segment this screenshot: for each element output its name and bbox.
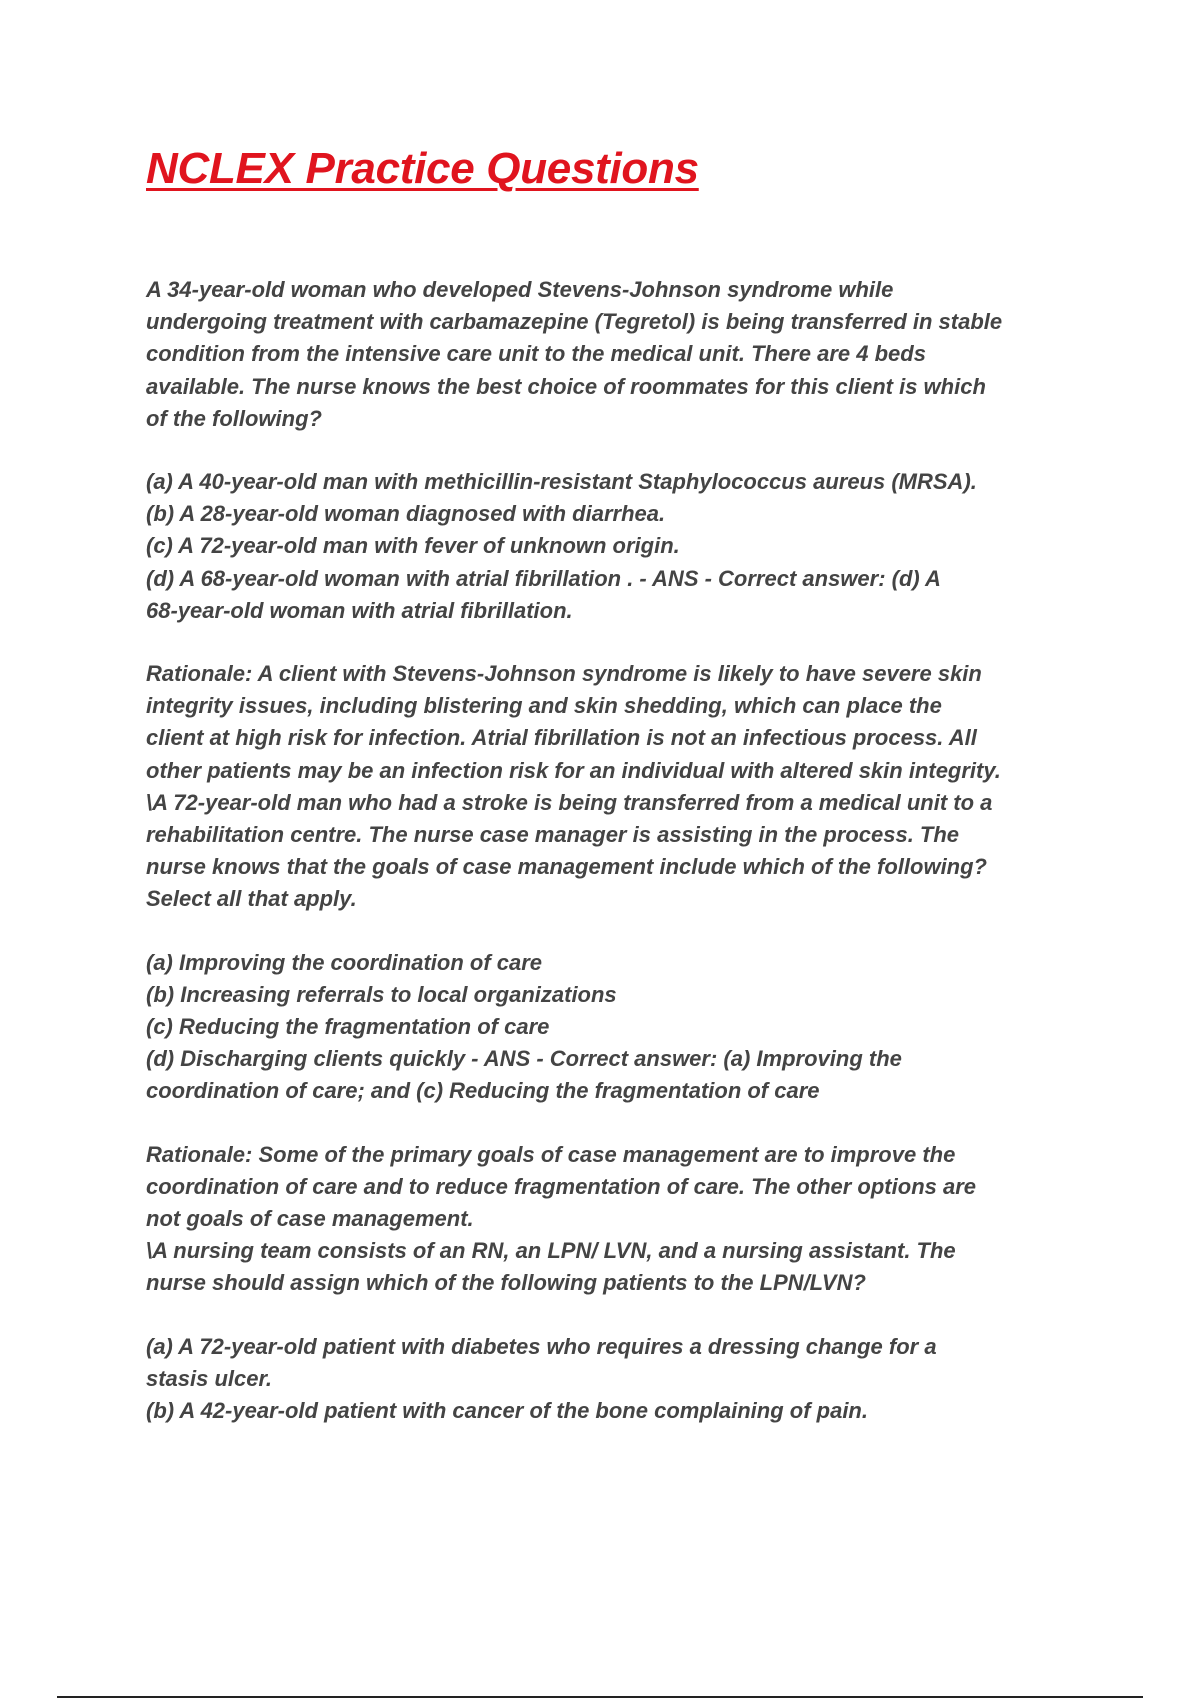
text-line: coordination of care and to reduce fragmentation of care. The other options are	[146, 1173, 977, 1199]
text-line: (b) A 42-year-old patient with cancer of the bone complaining of pain.	[146, 1398, 868, 1424]
text-line: client at high risk for infection. Atrial fibrillation is not an infectious process. All	[146, 725, 977, 751]
text-line: (c) A 72-year-old man with fever of unknown origin.	[146, 533, 680, 559]
text-line: condition from the intensive care unit to the medical unit. There are 4 beds	[146, 341, 926, 367]
text-line: coordination of care; and (c) Reducing the fragmentation of care	[146, 1078, 820, 1104]
text-line: Rationale: Some of the primary goals of case management are to improve the	[146, 1141, 956, 1167]
text-line: stasis ulcer.	[146, 1365, 272, 1391]
text-line: nurse knows that the goals of case management include which of the following?	[146, 854, 987, 880]
document-body	[146, 274, 1156, 1458]
text-line: nurse should assign which of the following patients to the LPN/LVN?	[146, 1270, 866, 1296]
text-line: available. The nurse knows the best choice of roommates for this client is which	[146, 373, 986, 399]
text-line: (a) A 72-year-old patient with diabetes who requires a dressing change for a	[146, 1333, 937, 1359]
text-line: (b) A 28-year-old woman diagnosed with diarrhea.	[146, 501, 666, 527]
text-line: rehabilitation centre. The nurse case manager is assisting in the process. The	[146, 822, 960, 848]
text-line: Select all that apply.	[146, 886, 357, 912]
text-line: not goals of case management.	[146, 1206, 474, 1232]
text-line: (c) Reducing the fragmentation of care	[146, 1014, 550, 1040]
options-2	[146, 947, 1156, 1108]
options-1	[146, 466, 1156, 627]
text-line: other patients may be an infection risk for an individual with altered skin integrity.	[146, 757, 1001, 783]
text-line: (d) Discharging clients quickly - ANS - Correct answer: (a) Improving the	[146, 1046, 902, 1072]
text-line: undergoing treatment with carbamazepine (Tegretol) is being transferred in stable	[146, 309, 1003, 335]
text-line: \A nursing team consists of an RN, an LPN/ LVN, and a nursing assistant. The	[146, 1238, 956, 1264]
text-line: (d) A 68-year-old woman with atrial fibrillation . - ANS - Correct answer: (d) A	[146, 565, 941, 591]
text-line: A 34-year-old woman who developed Stevens-Johnson syndrome while	[146, 277, 894, 302]
page-title: NCLEX Practice Questions	[146, 144, 699, 193]
question-1	[146, 274, 1156, 435]
options-3	[146, 1331, 1156, 1428]
rationale-1	[146, 658, 1156, 916]
text-line: \A 72-year-old man who had a stroke is being transferred from a medical unit to a	[146, 789, 993, 815]
text-line: (b) Increasing referrals to local organizations	[146, 981, 617, 1007]
footer-rule	[57, 1696, 1143, 1698]
text-line: (a) Improving the coordination of care	[146, 949, 543, 975]
text-line: of the following?	[146, 405, 322, 431]
text-line: Rationale: A client with Stevens-Johnson syndrome is likely to have severe skin	[146, 661, 982, 687]
text-line: 68-year-old woman with atrial fibrillation.	[146, 597, 573, 623]
text-line: integrity issues, including blistering and skin shedding, which can place the	[146, 693, 942, 719]
rationale-2	[146, 1139, 1156, 1300]
text-line: (a) A 40-year-old man with methicillin-resistant Staphylococcus aureus (MRSA).	[146, 469, 977, 495]
